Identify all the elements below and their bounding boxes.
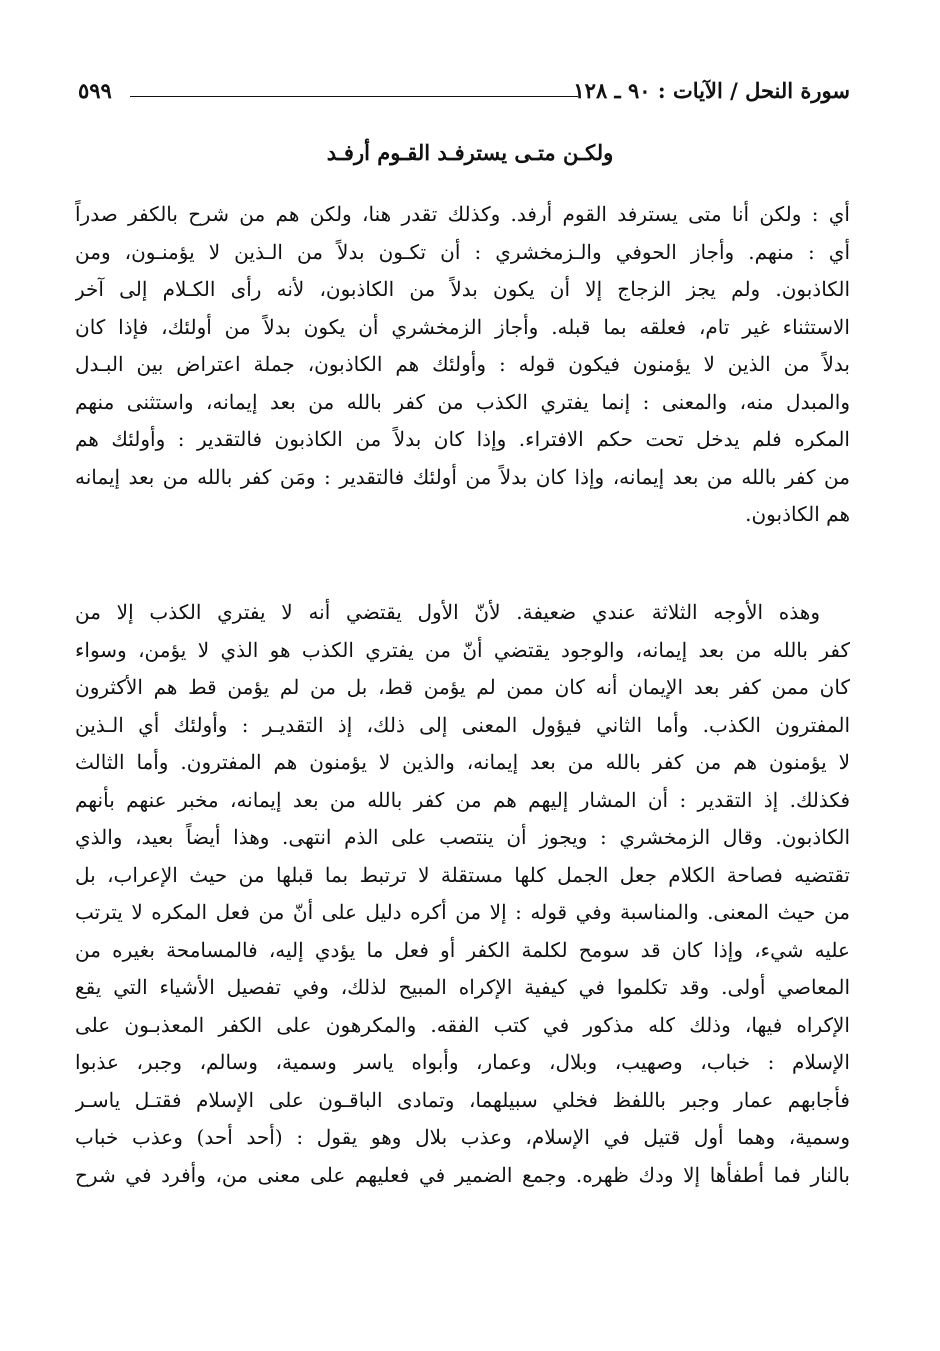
paragraph-line: أي : منهم. وأجاز الحوفي والـزمخشري : أن تكـون بدلاً من الـذين لا يؤمنـون، ومن <box>75 239 850 264</box>
verse-line: ولكـن متـى يسترفـد القـوم أرفـد <box>326 140 614 165</box>
paragraph-line: كفر بالله من بعد إيمانه، والوجود يقتضي أنّ من يفتري الكذب هو الذي لا يؤمن، وسواء <box>75 637 850 662</box>
paragraph-line: كان ممن كفر بعد الإيمان أنه كان ممن لم يؤمن قط، بل من لم يؤمن قط هم الأكثرون <box>75 675 850 699</box>
paragraph-line: المفترون الكذب. وأما الثاني فيؤول المعنى إلى ذلك، إذ التقديـر : وأولئك أي الـذين <box>75 712 850 737</box>
page-number: ٥٩٩ <box>78 78 112 103</box>
paragraph-line: من كفر بالله من بعد إيمانه، وإذا كان بدلاً من أولئك فالتقدير : ومَن كفر بالله من بعد إيمانه <box>75 464 850 489</box>
paragraph-line: الإكراه فيها، وذلك كله مذكور في كتب الفقه. والمكرهون على الكفر المعذبـون على <box>75 1012 850 1037</box>
paragraph-line: والمبدل منه، والمعنى : إنما يفتري الكذب من كفر بالله من بعد إيمانه، واستثنى منهم <box>75 389 850 414</box>
paragraph-line: من حيث المعنى. والمناسبة وفي قوله : إلا من أكره دليل على أنّ من فعل المكره لا يترتب <box>75 900 850 924</box>
paragraph-line: فكذلك. إذ التقدير : أن المشار إليهم هم من كفر بالله من بعد إيمانه، مخبر عنهم بأنهم <box>75 787 850 812</box>
surah-header-title: سورة النحل / الآيات : ٩٠ ـ ١٢٨ <box>573 78 850 103</box>
paragraph-line: لا يؤمنون هم من كفر بالله من بعد إيمانه، والذين لا يؤمنون هم المفترون. وأما الثالث <box>75 750 850 774</box>
paragraph-line: المكره فلم يدخل تحت حكم الافتراء. وإذا كان بدلاً من الكاذبون فالتقدير : وأولئك هم <box>75 427 850 451</box>
paragraph-line: بدلاً من الذين لا يؤمنون فيكون قوله : وأولئك هم الكاذبون، جملة اعتراض بين البـدل <box>75 352 850 376</box>
paragraph-line: عليه شيء، وإذا كان قد سومح لكلمة الكفر أو فعل ما يؤدي إليه، فالمسامحة بغيره من <box>75 937 850 962</box>
paragraph-line: فأجابهم عمار وجبر باللفظ فخلي سبيلهما، وتمادى الباقـون على الإسلام فقتـل ياسـر <box>75 1087 850 1112</box>
paragraph-line: الكاذبون. وقال الزمخشري : ويجوز أن ينتصب على الذم انتهى. وهذا أيضاً بعيد، والذي <box>75 825 850 849</box>
paragraph-line: بالنار فما أطفأها إلا ودك ظهره. وجمع الضمير في فعليهم على معنى من، وأفرد في شرح <box>75 1162 850 1187</box>
paragraph-line: المعاصي أولى. وقد تكلموا في كيفية الإكراه المبيح لذلك، وفي تفصيل الأشياء التي يقع <box>75 975 850 999</box>
paragraph-line: تقتضيه فصاحة الكلام جعل الجمل كلها مستقلة لا ترتبط بما قبلها من حيث الإعراب، بل <box>75 862 850 887</box>
paragraph-line: هم الكاذبون. <box>745 502 850 526</box>
paragraph-1 <box>75 196 850 534</box>
paragraph-line: وهذه الأوجه الثلاثة عندي ضعيفة. لأنّ الأول يقتضي أنه لا يفتري الكذب إلا من <box>75 600 820 624</box>
paragraph-line: أي : ولكن أنا متى يسترفد القوم أرفد. وكذلك تقدر هنا، ولكن هم من شرح بالكفر صدراً <box>75 202 850 226</box>
paragraph-line: الكاذبون. ولم يجز الزجاج إلا أن يكون بدلاً من الكاذبون، لأنه رأى الكـلام إلى آخر <box>75 277 850 301</box>
header-rule <box>130 96 578 97</box>
paragraph-line: وسمية، وهما أول قتيل في الإسلام، وعذب بلال وهو يقول : (أحد أحد) وعذب خباب <box>75 1125 850 1149</box>
paragraph-line: الإسلام : خباب، وصهيب، وبلال، وعمار، وأبواه ياسر وسمية، وسالم، وجبر، عذبوا <box>75 1050 850 1074</box>
running-header <box>78 74 850 110</box>
paragraph-line: الاستثناء غير تام، فعلقه بما قبله. وأجاز الزمخشري أن يكون بدلاً من أولئك، فإذا كان <box>75 314 850 339</box>
paragraph-2 <box>75 594 850 1194</box>
